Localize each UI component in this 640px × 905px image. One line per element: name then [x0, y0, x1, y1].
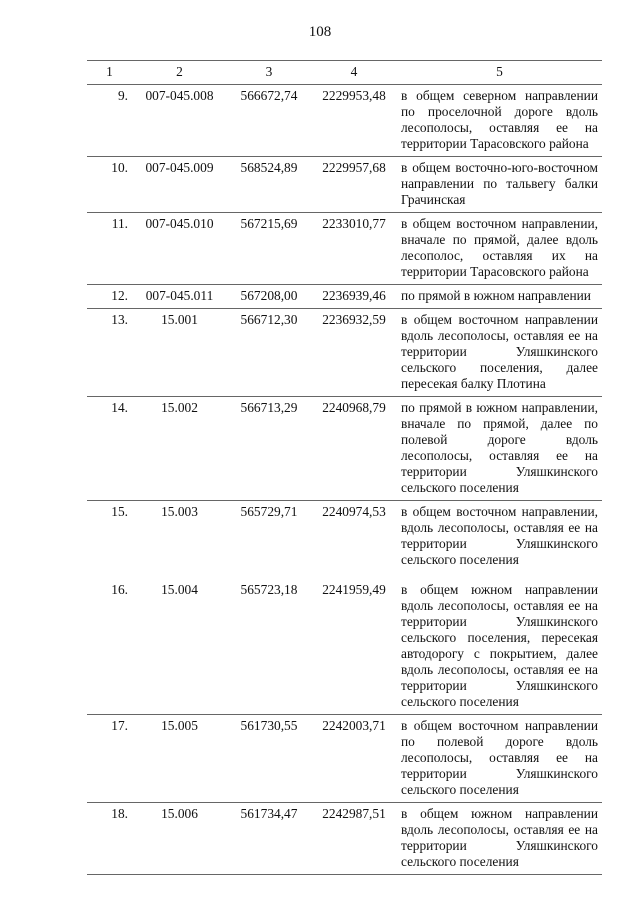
- coord-x: 566712,30: [227, 309, 311, 397]
- route-description: по прямой в южном направлении: [397, 285, 602, 309]
- table-row: [87, 397, 602, 501]
- coord-y: 2236939,46: [311, 285, 397, 309]
- table-row: [87, 803, 602, 875]
- coord-x: 568524,89: [227, 157, 311, 213]
- table-row: [87, 501, 602, 573]
- row-number: 13.: [87, 309, 132, 397]
- coord-x: 565729,71: [227, 501, 311, 573]
- coord-x: 567215,69: [227, 213, 311, 285]
- route-description: в общем восточном направлении вдоль лесополосы, оставляя ее на территории Уляшкинского сельского поселения, далее пересекая балку Плотина: [397, 309, 602, 397]
- row-number: 11.: [87, 213, 132, 285]
- point-code: 15.006: [132, 803, 227, 875]
- coord-y: 2242987,51: [311, 803, 397, 875]
- row-number: 17.: [87, 715, 132, 803]
- coord-x: 567208,00: [227, 285, 311, 309]
- table-header-row: [87, 61, 602, 85]
- route-description: в общем южном направлении вдоль лесополосы, оставляя ее на территории Уляшкинского сельского поселения, пересекая автодорогу с покрытием, далее вдоль лесополосы, оставляя ее на территории Уляшкинского сельского поселения: [397, 572, 602, 715]
- coord-x: 566713,29: [227, 397, 311, 501]
- coord-y: 2240968,79: [311, 397, 397, 501]
- row-number: 16.: [87, 572, 132, 715]
- coord-x: 565723,18: [227, 572, 311, 715]
- coord-y: 2229953,48: [311, 85, 397, 157]
- point-code: 15.005: [132, 715, 227, 803]
- coord-y: 2229957,68: [311, 157, 397, 213]
- route-description: в общем восточно-юго-восточном направлении по тальвегу балки Грачинская: [397, 157, 602, 213]
- route-description: в общем восточном направлении, вдоль лесополосы, оставляя ее на территории Уляшкинского сельского поселения: [397, 501, 602, 573]
- table-row: [87, 213, 602, 285]
- point-code: 007-045.011: [132, 285, 227, 309]
- point-code: 007-045.010: [132, 213, 227, 285]
- header-col-4: 4: [311, 61, 397, 85]
- route-description: в общем восточном направлении, вначале по прямой, далее вдоль лесополос, оставляя их на территории Тарасовского района: [397, 213, 602, 285]
- coord-x: 561734,47: [227, 803, 311, 875]
- table-row: [87, 572, 602, 715]
- row-number: 10.: [87, 157, 132, 213]
- boundary-table: [87, 60, 602, 875]
- row-number: 18.: [87, 803, 132, 875]
- table-row: [87, 715, 602, 803]
- table-row: [87, 157, 602, 213]
- point-code: 15.001: [132, 309, 227, 397]
- table-row: [87, 285, 602, 309]
- point-code: 15.004: [132, 572, 227, 715]
- route-description: в общем южном направлении вдоль лесополосы, оставляя ее на территории Уляшкинского сельского поселения: [397, 803, 602, 875]
- point-code: 007-045.008: [132, 85, 227, 157]
- row-number: 12.: [87, 285, 132, 309]
- row-number: 14.: [87, 397, 132, 501]
- table-row: [87, 309, 602, 397]
- route-description: в общем северном направлении по проселочной дороге вдоль лесополосы, оставляя ее на территории Тарасовского района: [397, 85, 602, 157]
- row-number: 9.: [87, 85, 132, 157]
- page-number: 108: [308, 24, 332, 40]
- header-col-5: 5: [397, 61, 602, 85]
- coord-y: 2241959,49: [311, 572, 397, 715]
- coord-y: 2240974,53: [311, 501, 397, 573]
- header-col-2: 2: [132, 61, 227, 85]
- point-code: 007-045.009: [132, 157, 227, 213]
- table-row: [87, 85, 602, 157]
- header-col-3: 3: [227, 61, 311, 85]
- route-description: по прямой в южном направлении, вначале по прямой, далее по полевой дороге вдоль лесополосы, оставляя ее на территории Уляшкинского сельского поселения: [397, 397, 602, 501]
- coord-y: 2236932,59: [311, 309, 397, 397]
- coord-y: 2233010,77: [311, 213, 397, 285]
- coord-x: 566672,74: [227, 85, 311, 157]
- point-code: 15.003: [132, 501, 227, 573]
- route-description: в общем восточном направлении по полевой дороге вдоль лесополосы, оставляя ее на территории Уляшкинского сельского поселения: [397, 715, 602, 803]
- header-col-1: 1: [87, 61, 132, 85]
- row-number: 15.: [87, 501, 132, 573]
- point-code: 15.002: [132, 397, 227, 501]
- coord-x: 561730,55: [227, 715, 311, 803]
- coord-y: 2242003,71: [311, 715, 397, 803]
